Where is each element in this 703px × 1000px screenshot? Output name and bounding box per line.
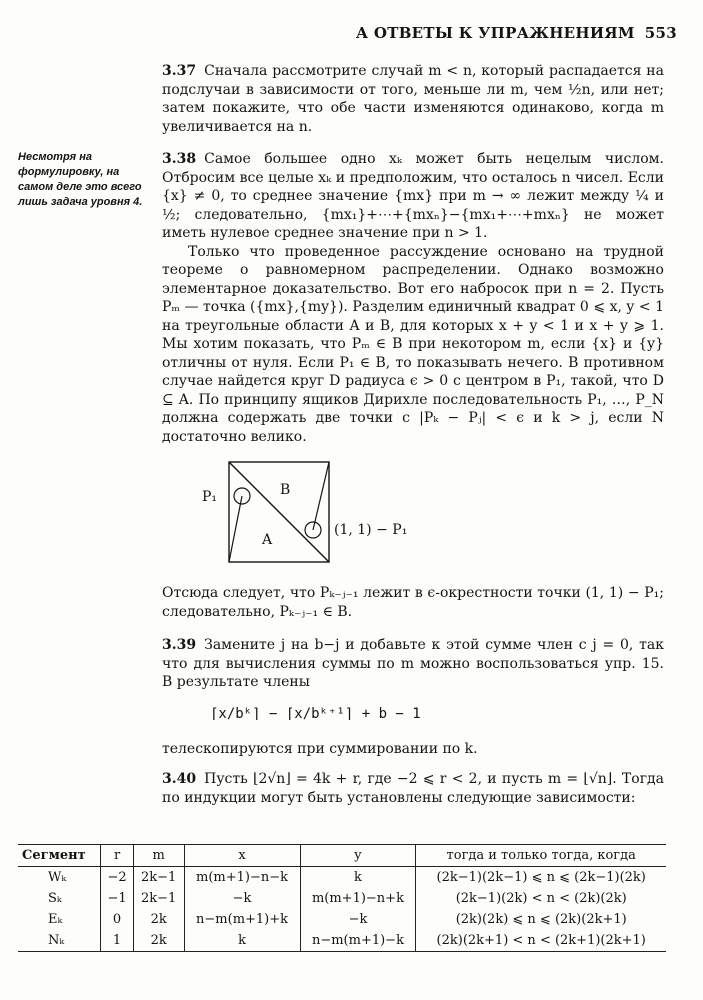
- label-a: A: [262, 532, 273, 548]
- answer-text: Замените j на b−j и добавьте к этой сумме член с j = 0, так что для вычисления суммы по m можно воспользоваться упр. 15. В результате члены: [162, 637, 664, 690]
- telescoping-formula: ⌈x/bᵏ⌉ − ⌈x/bᵏ⁺¹⌉ + b − 1: [210, 706, 421, 722]
- table-row: [18, 909, 666, 930]
- table-row: [18, 867, 666, 889]
- answer-3-40: [162, 770, 664, 807]
- answer-3-39-end: телескопируются при суммировании по k.: [162, 741, 478, 757]
- column-header: y: [300, 845, 416, 867]
- label-b: B: [280, 482, 291, 498]
- table-cell: (2k−1)(2k) < n < (2k)(2k): [416, 888, 666, 909]
- answer-3-38: [162, 150, 664, 446]
- table-cell: 2k: [133, 930, 184, 952]
- table-cell: −1: [101, 888, 133, 909]
- answer-number: 3.39: [162, 637, 197, 653]
- column-header: r: [101, 845, 133, 867]
- answer-text: Самое большее одно xₖ может быть нецелым числом. Отбросим все целые xₖ и предположим, что осталось n чисел. Если {x} ≠ 0, то среднее значение {mx} при m → ∞ лежит между ¼ и ½; следовательно, {mx₁}+⋯+{mxₙ}−{mx₁+⋯+mxₙ} не может иметь нулевое среднее значение при n > 1.: [162, 151, 664, 241]
- answer-text: Сначала рассмотрите случай m < n, который распадается на подслучаи в зависимости от того, меньше ли m, чем ½n, или нет; затем покажите, что обе части изменяются одинаково, когда m увеличивается на n.: [162, 63, 664, 135]
- table-cell: m(m+1)−n−k: [184, 867, 300, 889]
- table-cell: −2: [101, 867, 133, 889]
- table-cell: (2k)(2k) ⩽ n ⩽ (2k)(2k+1): [416, 909, 666, 930]
- table-cell: 0: [101, 909, 133, 930]
- table-cell: k: [184, 930, 300, 952]
- segment-p1: [229, 496, 242, 562]
- margin-note: Несмотря на формулировку, на самом деле это всего лишь задача уровня 4.: [18, 151, 143, 208]
- answer-paragraph: Только что проведенное рассуждение основано на трудной теореме о равномерном распределении. Однако возможно элементарное доказательство. Вот его набросок при n = 2. Пусть Pₘ — точка ({mx},{my}). Разделим единичный квадрат 0 ⩽ x, y < 1 на треугольные области A и B, для которых x + y < 1 и x + y ⩾ 1. Мы хотим показать, что Pₘ ∈ B при некотором m, если {x} и {y} отличны от нуля. Если P₁ ∈ B, то показывать нечего. В противном случае найдется круг D радиуса ϵ > 0 с центром в P₁, такой, что D ⊆ A. По принципу ящиков Дирихле последовательность P₁, …, P_N должна содержать две точки с |Pₖ − Pⱼ| < ϵ и k > j, если N достаточно велико.: [162, 243, 664, 445]
- answer-number: 3.40: [162, 771, 197, 787]
- table-cell: Eₖ: [48, 912, 63, 927]
- answer-3-38-conclusion: Отсюда следует, что Pₖ₋ⱼ₋₁ лежит в ϵ-окрестности точки (1, 1) − P₁; следовательно, Pₖ₋ⱼ₋₁ ∈ B.: [162, 585, 664, 620]
- page-number: 553: [644, 24, 677, 42]
- table-cell: Nₖ: [18, 930, 101, 952]
- answer-text: Пусть ⌊2√n⌋ = 4k + r, где −2 ⩽ r < 2, и пусть m = ⌊√n⌋. Тогда по индукции могут быть установлены следующие зависимости:: [162, 771, 664, 806]
- table-row: [18, 930, 666, 952]
- table-cell: 1: [101, 930, 133, 952]
- table-cell: Sₖ: [48, 891, 62, 906]
- table-cell: (2k−1)(2k−1) ⩽ n ⩽ (2k−1)(2k): [416, 867, 666, 889]
- segment-reflected: [313, 462, 329, 530]
- answer-number: 3.37: [162, 63, 197, 79]
- label-p1: P₁: [202, 489, 218, 505]
- segment-table: [18, 844, 666, 952]
- answer-paragraph: [162, 150, 664, 243]
- label-reflected-point: (1, 1) − P₁: [334, 522, 408, 538]
- answer-3-37: [162, 62, 664, 136]
- column-header: m: [133, 845, 184, 867]
- unit-square-diagram: [192, 456, 512, 574]
- diagonal: [229, 462, 329, 562]
- table-cell: −k: [300, 909, 416, 930]
- table-cell: (2k)(2k+1) < n < (2k+1)(2k+1): [416, 930, 666, 952]
- table-cell: n−m(m+1)+k: [184, 909, 300, 930]
- running-header: [356, 24, 677, 42]
- answer-number: 3.38: [162, 151, 197, 167]
- table-cell: m(m+1)−n+k: [300, 888, 416, 909]
- table-cell: Wₖ: [48, 870, 67, 885]
- table-cell: k: [300, 867, 416, 889]
- table-cell: 2k: [133, 909, 184, 930]
- answer-3-39: [162, 636, 664, 692]
- table-cell: −k: [184, 888, 300, 909]
- column-header: Сегмент: [18, 845, 101, 867]
- table-cell: n−m(m+1)−k: [300, 930, 416, 952]
- table-header-row: [18, 845, 666, 867]
- column-header: x: [184, 845, 300, 867]
- table-cell: 2k−1: [133, 888, 184, 909]
- column-header: тогда и только тогда, когда: [416, 845, 666, 867]
- header-title: А ОТВЕТЫ К УПРАЖНЕНИЯМ: [355, 24, 635, 42]
- table-cell: 2k−1: [133, 867, 184, 889]
- table-row: [18, 888, 666, 909]
